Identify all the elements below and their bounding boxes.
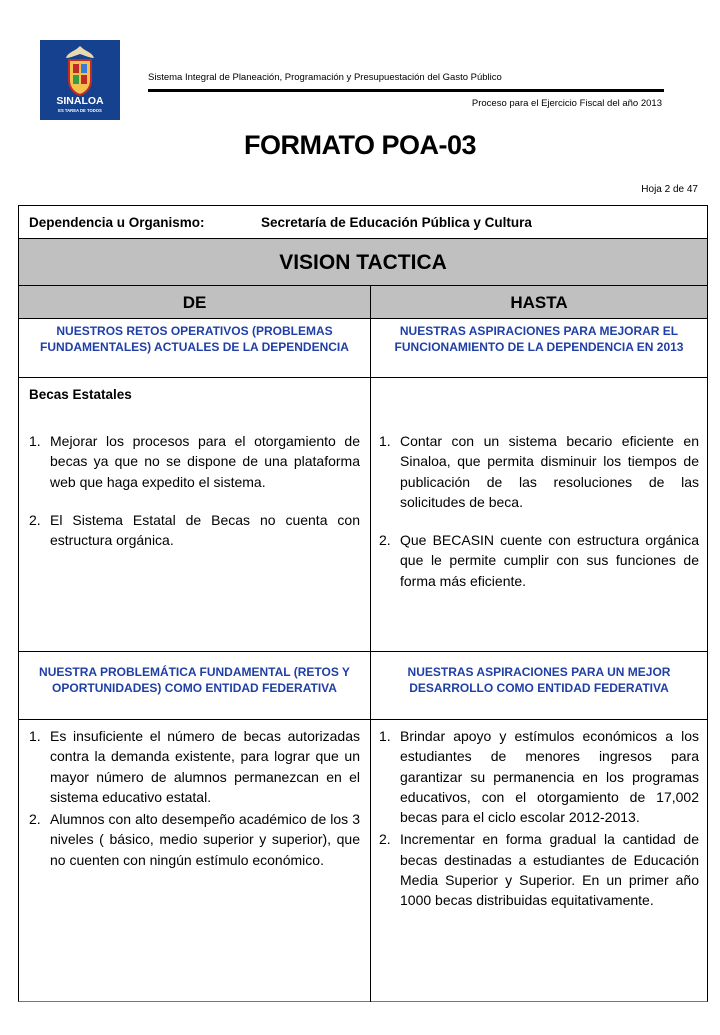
- list-item: 2. Que BECASIN cuente con estructura orgánica que le permite cumplir con sus funciones de forma más eficiente.: [379, 532, 699, 589]
- coat-of-arms-icon: [40, 40, 120, 120]
- column-from-header: DE: [182, 293, 207, 312]
- vision-title: VISION TACTICA: [19, 239, 707, 286]
- list-item: 1. Mejorar los procesos para el otorgamiento de becas ya que no se dispone de una plataforma web que haga expedito el sistema.: [29, 433, 360, 490]
- section1-right-header: NUESTRAS ASPIRACIONES PARA MEJORAR EL FUNCIONAMIENTO DE LA DEPENDENCIA EN 2013: [394, 324, 684, 354]
- sheet-number: Hoja 2 de 47: [641, 184, 698, 195]
- list-item: 2. Alumnos con alto desempeño académico de los 3 niveles ( básico, medio superior y superior), que no cuenten con ningún estímulo económico.: [29, 811, 360, 868]
- dependency-label: Dependencia u Organismo:: [29, 215, 205, 230]
- section2-right-header: NUESTRAS ASPIRACIONES PARA UN MEJOR DESARROLLO COMO ENTIDAD FEDERATIVA: [407, 665, 671, 695]
- columns-header-row: [19, 286, 707, 319]
- list-item: 1. Es insuficiente el número de becas autorizadas contra la demanda existente, para lograr que un mayor número de alumnos permanezcan en el sistema educativo estatal.: [29, 728, 360, 805]
- section-divider: [19, 651, 707, 652]
- section1-left-header: NUESTROS RETOS OPERATIVOS (PROBLEMAS FUNDAMENTALES) ACTUALES DE LA DEPENDENCIA: [40, 324, 349, 354]
- section2-header-divider: [19, 719, 707, 720]
- section2-left-header: NUESTRA PROBLEMÁTICA FUNDAMENTAL (RETOS Y OPORTUNIDADES) COMO ENTIDAD FEDERATIVA: [39, 665, 350, 695]
- list-item: 2. Incrementar en forma gradual la cantidad de becas destinadas a estudiantes de Educación Media Superior y Superior. En un primer año 1000 becas distribuidas equitativamente.: [379, 831, 699, 909]
- section2-right-list: [379, 726, 699, 911]
- section1-subtitle: Becas Estatales: [29, 387, 132, 402]
- section1-right-list: [379, 431, 699, 591]
- sinaloa-logo: [40, 40, 120, 120]
- section2-left-list: [29, 726, 360, 870]
- list-item: 1. Brindar apoyo y estímulos económicos a los estudiantes de menores ingresos para garantizar su permanencia en los programas educativos, con el otorgamiento de 17,002 becas para el ciclo escolar 2012-2013.: [379, 728, 699, 826]
- column-to-header: HASTA: [510, 293, 568, 312]
- fiscal-process: Proceso para el Ejercicio Fiscal del año 2013: [471, 98, 662, 109]
- header-divider: [148, 89, 664, 92]
- column-divider: [370, 286, 371, 1002]
- list-item: 2. El Sistema Estatal de Becas no cuenta con estructura orgánica.: [29, 511, 360, 549]
- list-item: 1. Contar con un sistema becario eficiente en Sinaloa, que permita disminuir los tiempos de publicación de las resoluciones de las solicitudes de beca.: [379, 433, 699, 510]
- system-name: Sistema Integral de Planeación, Programación y Presupuestación del Gasto Público: [148, 72, 502, 83]
- section1-left-list: [29, 431, 360, 550]
- logo-name: SINALOA: [56, 95, 104, 107]
- page-title: FORMATO POA-03: [243, 130, 477, 160]
- dependency-row: [19, 206, 707, 239]
- poa-form: [18, 205, 708, 1002]
- section1-header-divider: [19, 377, 707, 378]
- dependency-value: Secretaría de Educación Pública y Cultura: [261, 215, 532, 230]
- logo-tagline: ES TAREA DE TODOS: [58, 108, 102, 113]
